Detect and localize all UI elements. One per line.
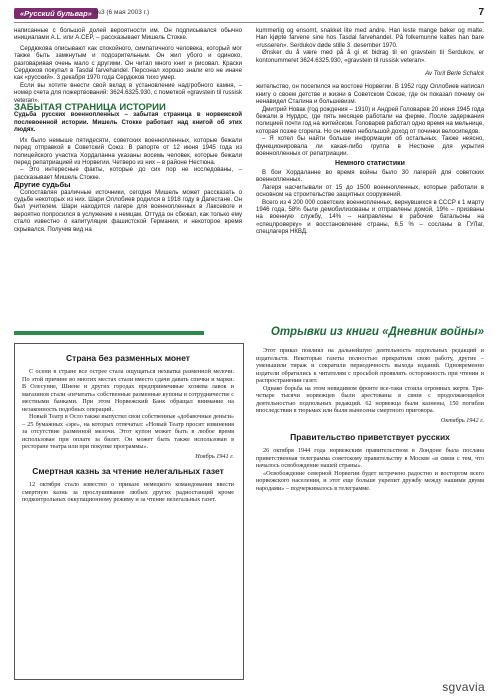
- banner-title: Отрывки из книги «Дневник войны»: [270, 326, 484, 338]
- paragraph: Новый Театр в Осло также выпустил свои собственные «добавочные деньги» – 25 бумажных «эре», на которых отпечатал: «Новый Театр просит извинения за отсутствие разменной мелочи. Этот купон может быть в любое время использован при оплате за билет. Он может быть также использован в ресторане театра или при покупке программы».: [22, 413, 234, 450]
- paragraph: жительство, он поселился на востоке Норвегии. В 1952 году Оллобиев написал книгу о своем детстве и жизни в Советском Союзе, где он показал почему он ненавидел Сталина и большевизм.: [256, 83, 484, 106]
- paragraph: Всего из 4 200 000 советских военнопленных, вернувшихся в СССР к 1 марту 1946 года, 58% были демобилизованы и отправлены домой, 19% – призваны на военную службу, 14% – направлены в рабочие батальоны на «спецпроверку» и восстановление страны, 6,5 % – сосланы в ГУЛаг, спецлагеря НКВД.: [256, 198, 484, 236]
- paragraph: 12 октября стало известно о приказе немецкого командования ввести смертную казнь за прослушивание любых других радиостанций кроме подконтрольных оккупационному режиму и за чтение нелегальных газет.: [22, 481, 234, 503]
- paragraph: Сопоставляя различные источники, сегодня Мишель может рассказать о судьбе некоторых из них. Шари Оллобиев родился в 1918 году в Дагестане. Он был учителем. Шари находится лагере для военнопленных в Лаксевоге и вероятно попросился в услужение к немцам. Оттуда он сбежал, как только ему стало известно о капитуляции фашистской Германии, и некоторое время скрывался. Получив вид на: [14, 188, 242, 233]
- article-column-left: [14, 27, 242, 233]
- excerpt-column-left: [22, 351, 234, 504]
- paragraph: Этот приказ повлиял на дальнейшую деятельность подпольных редакций и издательств. Некоторые газеты полностью прекратили свою работу, другие – уменьшили тираж и сократили периодичность выхода изданий. Одновременно издатели обратились к читателям с просьбой проявлять осторожность при чтении и распространении газет.: [256, 347, 484, 384]
- paragraph: Если вы хотите внести свой вклад в установление надгробного камня, – номер счета для пожертвований: 3624.6325.930, с пометкой «gravstein til russisk veteran».: [14, 81, 242, 104]
- banner-stripe: [14, 331, 204, 335]
- paragraph: В бои Хордаланне во время войны было 30 лагерей для советских военнопленных.: [256, 168, 484, 184]
- page-header: [14, 8, 484, 20]
- newspaper-logo: «Русский бульвар»: [14, 8, 98, 19]
- article-column-right: [256, 27, 484, 236]
- paragraph: – Это интересные факты, которые до сих пор не исследованы, – рассказывает Мишель Стокке.: [14, 166, 242, 181]
- paragraph: kummerlig og ensomt, snakket lite med andre. Han leste mange bøker og malte. Han kjøpte farvene sine hos Tasdal farvehandel. På folkemunne kaltes han bare «russeren». Serdukov døde stille 3. desember 1970.: [256, 27, 484, 49]
- lead-paragraph: Судьба русских военнопленных – забытая страница в норвежской послевоенной истории. Мишель Стокке работает над книгой об этих людях.: [14, 111, 242, 134]
- excerpt-heading: Смертная казнь за чтение нелегальных газет: [32, 466, 224, 476]
- issue-info: №3 (6 мая 2003 г.): [94, 9, 150, 16]
- section-banner: [14, 326, 484, 340]
- paragraph: «Освобождение северной Норвегии будет встречено радостно и восторгом всего норвежского населения, и этот еще больше укрепит дружбу между нашими двумя народами» – подчеркивалось в телеграмме.: [256, 469, 484, 492]
- paragraph: – Я хотел бы найти больше информации об остальных. Также неясно, функционировала ли какая-либо группа в Нестюне для укрытия военнопленных от репатриации.: [256, 135, 484, 158]
- excerpt-heading: Правительство приветствует русских: [290, 432, 450, 442]
- paragraph: Однако борьба на этом невидимом фронте все-таки стоила огромных жертв. Три-четыре тысячи норвежцев были арестованы в связи с продолжающейся деятельностью подпольных редакций. 62 норвежца были казнены, 150 погибли впоследствии в тюрьмах или были вынесены смертного приговора.: [256, 384, 484, 414]
- paragraph: Лагеря насчитывали от 15 до 1500 военнопленных, которые работали в основном на строительстве защитных сооружений.: [256, 183, 484, 199]
- paragraph: Сердюкова описывают как спокойного, симпатичного человека, который мог также быть замкнутым и подозрительным. Он жил убого и одиноко, разговаривая очень мало с другими. Он читал много книг и рисовал. Краски Сердюков покупал в Tasdal farvehandel. Персонал хорошо знали его не иначе как «русский». 3 декабря 1970 года Сердюков тихо умер.: [14, 44, 242, 82]
- paragraph: Их было немыше пятидесяти, советских военнопленных, которые бежали перед отправкой в Советский Союз. В рапорте от 12 июня 1945 года из полицейского участка Хордаланна указаны восемь человек, которые бежали перед репатриацией из Норвегии. Четверо из них – в районе Нестюна.: [14, 136, 242, 166]
- section-heading: ЗАБЫТАЯ СТРАНИЦА ИСТОРИИ: [14, 102, 166, 114]
- paragraph: 26 октября 1944 года норвежским правительством в Лондоне была послана приветственная телеграмма советскому правительству в Москве «в связи с тем, что началось освобождение нашей страны».: [256, 447, 484, 469]
- paragraph: написанные с большой долей вероятности им. Он подписывался обычно инициалами A.L. или A.CEP, – рассказывает Мишель Стокке.: [14, 27, 242, 42]
- paragraph: С осени в стране все острее стала ощущаться нехватка разменной мелочи. По этой причине во многих местах стали вместо сдачи давать спички и марки. В Олесуние, Шиене и других городах предприимчивые хозяева лавок и магазинов стали «печатать» собственные разменные купоны в сотрудничестве с местными банками. При этом Норвежский Банк обращал внимание на незаконность подобных операций.: [22, 368, 234, 413]
- watermark: sgvavia: [442, 680, 485, 694]
- author-signature: Av Toril Berle Schalck: [425, 70, 484, 78]
- page-number: 7: [478, 7, 484, 18]
- excerpt-date: Октябрь 1942 г.: [440, 416, 484, 424]
- subheading: Немного статистики: [335, 159, 405, 167]
- paragraph: Дмитрий Новак (год рождения – 1910) и Андрей Головарев 20 июня 1945 года бежали в Нурдос, где пять месяцев работали на ферме. После задержания полицией почти год на житейском. Головарев работал одно время на мельнице, которая позже сгорела. Но он имел небольшой доход от починки велосипедов.: [256, 105, 484, 135]
- excerpt-column-right: [256, 347, 484, 492]
- excerpt-heading: Страна без разменных монет: [66, 353, 190, 363]
- paragraph: Ønsker du å være med på å gi et bidrag til en gravstein til Serdukov, er kontonummeret 3624.6325.930, «gravstein til russisk veteran».: [256, 49, 484, 64]
- excerpt-date: Ноябрь 1941 г.: [195, 452, 234, 460]
- subheading: Другие судьбы: [14, 180, 71, 190]
- header-rule: [14, 22, 484, 23]
